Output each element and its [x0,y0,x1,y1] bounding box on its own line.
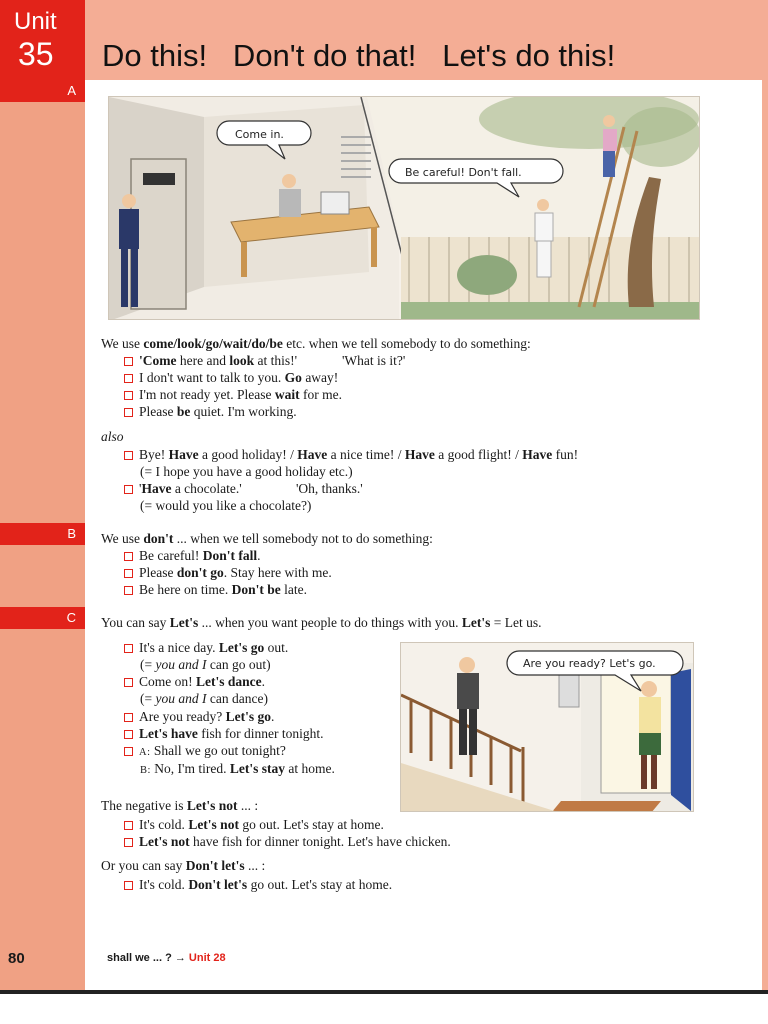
xref-text: shall we ... ? → [107,952,189,964]
illustration-office-and-ladder [108,96,700,320]
c-ex1-gloss-italic: you and I [155,657,207,672]
section-tab-a: A [0,80,85,102]
b-intro-pre: We use [101,531,144,546]
a-example-6 [124,480,242,497]
b-ex3-text2: late. [280,582,307,597]
illustration-a-drawing [109,97,700,320]
bubble-be-careful: Be careful! Don't fall. [405,166,522,179]
a-ex5-text2: a good holiday! / [198,447,298,462]
a-ex4-text2: quiet. I'm working. [190,404,297,419]
c-ex6-bold1: Let's not [188,817,239,832]
c-or-pre: Or you can say [101,858,186,873]
c-ex8-bold1: Don't let's [188,877,248,892]
a-ex5-bold1: Have [168,447,199,462]
c-ex5-text1: Shall we go out tonight? [150,743,286,758]
c-ex6-text2: go out. Let's stay at home. [238,817,384,832]
c-example-7 [124,833,451,850]
bullet-icon [124,730,133,739]
c-example-3 [124,708,274,725]
c-ex1-text1: It's a nice day. [139,640,219,655]
a-ex3-text2: for me. [299,387,342,402]
a-example-4 [124,403,297,420]
bullet-icon [124,713,133,722]
b-example-2 [124,564,332,581]
c-ex2-gloss-italic: you and I [155,691,207,706]
unit-badge [0,0,85,80]
c-ex4-bold1: Let's have [139,726,198,741]
bullet-icon [124,881,133,890]
b-ex2-text2: . Stay here with me. [223,565,332,580]
bullet-icon [124,408,133,417]
c-ex4-text1: fish for dinner tonight. [197,726,324,741]
c-example-5a [124,742,286,761]
a-ex6-gloss: (= would you like a chocolate?) [140,498,312,513]
c-ex1-gloss-close: can go out) [206,657,271,672]
bullet-icon [124,747,133,756]
c-neg-post: ... : [237,798,259,813]
illustration-c-drawing [401,643,694,812]
c-example-4 [124,725,323,742]
a-example-2 [124,369,338,386]
a-ex1-reply: 'What is it?' [342,353,406,368]
a-ex5-bold3: Have [404,447,435,462]
c-ex3-bold1: Let's go [225,709,271,724]
c-ex1-text2: out. [264,640,289,655]
c-negative-intro [101,797,258,814]
section-tab-c: C [0,607,85,629]
c-intro-mid: ... when you want people to do things with you. [198,615,462,630]
b-example-1 [124,547,260,564]
left-sidebar-band [0,0,85,990]
c-ex7-text1: have fish for dinner tonight. Let's have chicken. [189,834,451,849]
c-ex5-speaker-b: B: [140,765,151,776]
a-ex5-bold4: Have [522,447,553,462]
bubble-come-in: Come in. [235,128,284,141]
c-intro [101,614,541,631]
a-example-1 [124,352,297,369]
bullet-icon [124,644,133,653]
c-neg-bold: Let's not [186,798,238,813]
a-ex3-text1: I'm not ready yet. Please [139,387,275,402]
bullet-icon [124,451,133,460]
a-ex2-text2: away! [301,370,339,385]
b-example-3 [124,581,307,598]
c-ex2-gloss [140,690,268,707]
bullet-icon [124,391,133,400]
page-title: Do this! Don't do that! Let's do this! [102,38,616,73]
a-ex6-text1: ' [139,481,142,496]
b-intro-post: ... when we tell somebody not to do something: [173,531,433,546]
unit-label: Unit [14,8,57,35]
a-ex1-text2: at this!' [254,353,298,368]
a-ex3-bold1: wait [274,387,300,402]
a-example-5 [124,446,578,463]
bullet-icon [124,838,133,847]
b-ex3-text1: Be here on time. [139,582,232,597]
c-ex6-text1: It's cold. [139,817,189,832]
b-ex1-text2: . [257,548,261,563]
c-ex5-text2: No, I'm tired. [150,761,230,776]
a-ex5-text3: a nice time! / [327,447,405,462]
a-ex6-bold1: Have [141,481,172,496]
c-ex2-text1: Come on! [139,674,196,689]
c-ex1-gloss-open: (= [140,657,156,672]
c-intro-pre: You can say [101,615,170,630]
b-ex2-bold1: don't go [176,565,224,580]
a-ex6-reply: 'Oh, thanks.' [296,481,363,496]
c-example-5b [140,760,335,779]
a-ex4-text1: Please [139,404,177,419]
a-ex5-text4: a good flight! / [434,447,523,462]
bullet-icon [124,586,133,595]
a-ex4-bold1: be [176,404,191,419]
a-ex1-bold1: 'Come [139,353,177,368]
c-or-intro [101,857,265,874]
c-or-post: ... : [244,858,266,873]
c-intro-bold1: Let's [169,615,199,630]
a-intro [101,335,531,352]
c-ex1-gloss [140,656,271,673]
b-ex2-text1: Please [139,565,177,580]
c-or-bold: Don't let's [185,858,245,873]
unit-number: 35 [18,36,54,72]
c-example-1 [124,639,288,656]
a-ex5-gloss: (= I hope you have a good holiday etc.) [140,464,353,479]
a-intro-pre: We use [101,336,144,351]
c-ex2-text2: . [261,674,265,689]
c-intro-post: = Let us. [490,615,542,630]
bullet-icon [124,678,133,687]
c-ex3-text2: . [270,709,275,724]
bullet-icon [124,357,133,366]
c-example-6 [124,816,384,833]
c-ex2-gloss-close: can dance) [206,691,268,706]
bottom-rule [0,990,768,994]
illustration-stairs-and-door [400,642,694,812]
a-also-label: also [101,429,124,444]
c-neg-pre: The negative is [101,798,187,813]
c-ex7-bold1: Let's not [139,834,190,849]
c-ex2-gloss-open: (= [140,691,156,706]
right-edge-band [762,80,768,990]
a-ex5-text5: fun! [552,447,579,462]
b-ex1-bold1: Don't fall [202,548,258,563]
c-ex8-text1: It's cold. [139,877,189,892]
a-ex2-bold1: Go [284,370,302,385]
bullet-icon [124,569,133,578]
section-tab-b: B [0,523,85,545]
c-ex2-bold1: Let's dance [196,674,262,689]
c-intro-bold2: Let's [461,615,491,630]
c-example-2 [124,673,265,690]
a-intro-bold: come/look/go/wait/do/be [143,336,283,351]
bullet-icon [124,485,133,494]
c-ex1-bold1: Let's go [218,640,265,655]
c-ex5-bold1: Let's stay [229,761,285,776]
a-ex5-bold2: Have [297,447,328,462]
c-ex8-text2: go out. Let's stay at home. [247,877,393,892]
a-example-3 [124,386,342,403]
b-intro [101,530,433,547]
a-ex1-bold2: look [229,353,255,368]
c-ex3-text1: Are you ready? [139,709,226,724]
a-ex5-text1: Bye! [139,447,169,462]
bullet-icon [124,374,133,383]
b-ex3-bold1: Don't be [231,582,281,597]
b-intro-bold: don't [143,531,174,546]
cross-reference [107,952,226,964]
bullet-icon [124,552,133,561]
a-ex1-text1: here and [176,353,230,368]
xref-unit-link[interactable]: Unit 28 [188,952,226,964]
b-ex1-text1: Be careful! [139,548,203,563]
c-ex5-speaker-a: A: [139,747,151,758]
a-ex2-text1: I don't want to talk to you. [139,370,285,385]
page-number: 80 [8,950,25,967]
c-example-8 [124,876,392,893]
bullet-icon [124,821,133,830]
a-intro-post: etc. when we tell somebody to do something: [282,336,531,351]
a-ex6-text2: a chocolate.' [171,481,242,496]
c-ex5-text3: at home. [284,761,335,776]
bubble-are-you-ready: Are you ready? Let's go. [523,657,656,670]
